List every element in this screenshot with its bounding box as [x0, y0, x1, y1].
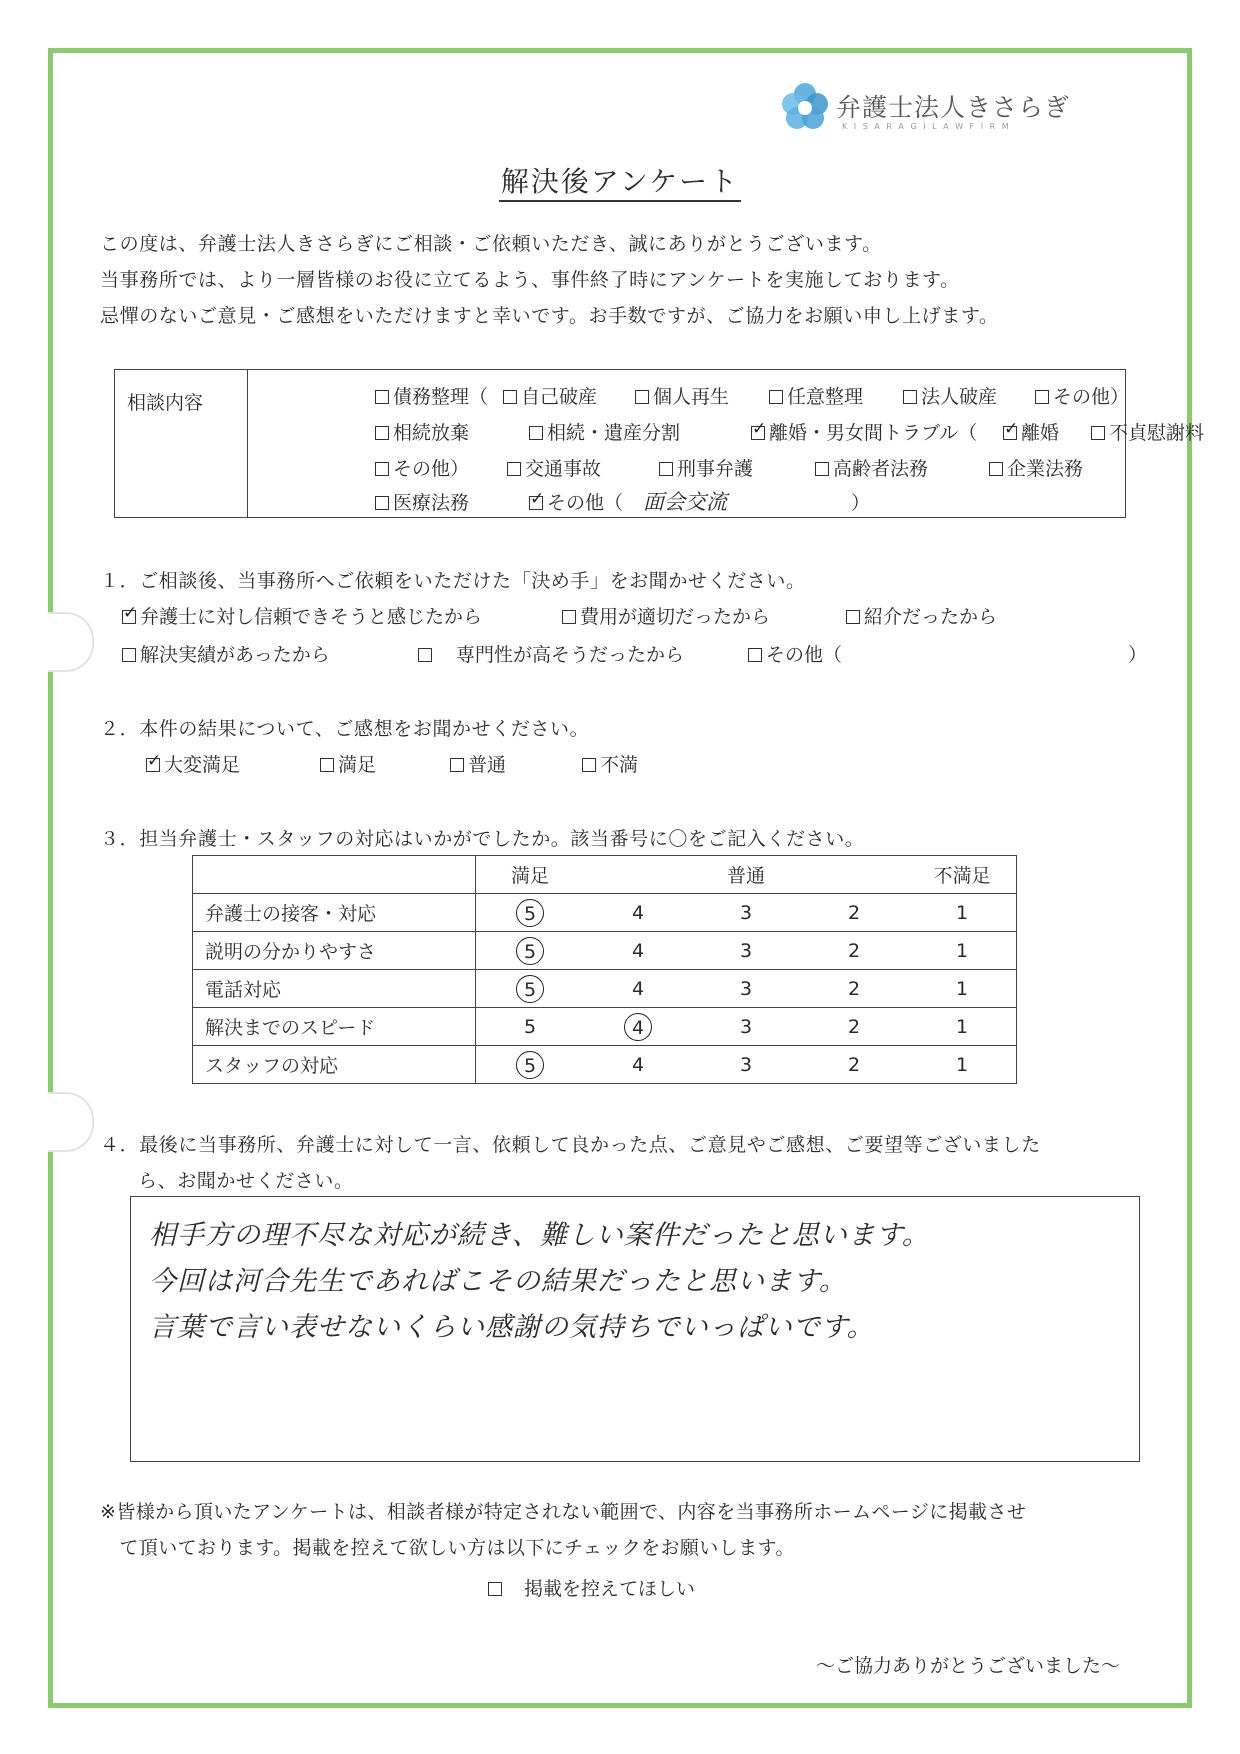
page-title: 解決後アンケート — [0, 160, 1240, 200]
checkbox-checked[interactable] — [146, 758, 160, 772]
handwritten-comment-line: 相手方の理不尽な対応が続き、難しい案件だったと思います。 — [149, 1220, 930, 1251]
checkbox[interactable] — [418, 648, 432, 662]
checkbox[interactable] — [903, 390, 917, 404]
checkbox-checked[interactable] — [122, 610, 136, 624]
score[interactable]: 3 — [692, 894, 800, 932]
score-circled[interactable]: 4 — [624, 1013, 652, 1041]
publication-optout: 掲載を控えてほしい — [488, 1574, 695, 1601]
checkbox[interactable] — [659, 462, 673, 476]
checkbox[interactable] — [375, 496, 389, 510]
score[interactable]: 1 — [908, 894, 1017, 932]
score[interactable]: 2 — [800, 932, 908, 970]
q1-option: 費用が適切だったから — [562, 602, 770, 629]
checkbox[interactable] — [989, 462, 1003, 476]
rating-row — [193, 932, 1017, 970]
checkbox[interactable] — [1091, 426, 1105, 440]
option-label: 企業法務 — [1007, 458, 1084, 480]
handwritten-comment-line: 今回は河合先生であればこその結果だったと思います。 — [149, 1266, 847, 1297]
q1-option: ✓弁護士に対し信頼できそうと感じたから — [122, 602, 482, 629]
q1-option: 紹介だったから — [846, 602, 997, 629]
score[interactable]: 4 — [584, 1046, 692, 1084]
question-4: ４．最後に当事務所、弁護士に対して一言、依頼して良かった点、ご意見やご感想、ご要望等ございました — [100, 1134, 1041, 1156]
firm-subtitle: K I S A R A G I L A W F I R M — [842, 122, 1011, 131]
handwritten-comment-line: 言葉で言い表せないくらい感謝の気持ちでいっぱいです。 — [149, 1312, 875, 1343]
header-neutral: 普通 — [692, 856, 800, 894]
firm-name: 弁護士法人きさらぎ — [836, 93, 1071, 122]
score[interactable]: 1 — [908, 1046, 1017, 1084]
checkbox[interactable] — [815, 462, 829, 476]
header-blank — [800, 856, 908, 894]
checkbox[interactable] — [529, 426, 543, 440]
rating-table — [192, 855, 1017, 1084]
q2-option: 不満 — [582, 750, 638, 777]
rating-label: 弁護士の接客・対応 — [193, 894, 476, 932]
rating-label: 解決までのスピード — [193, 1008, 476, 1046]
checkbox[interactable] — [122, 648, 136, 662]
checkbox[interactable] — [507, 462, 521, 476]
option-label: 任意整理 — [787, 386, 864, 408]
rating-row — [193, 970, 1017, 1008]
publication-note — [100, 1494, 1160, 1566]
option-label: 相続・遺産分割 — [547, 422, 681, 444]
score[interactable]: 4 — [584, 894, 692, 932]
checkbox[interactable] — [450, 758, 464, 772]
checkbox[interactable] — [488, 1582, 502, 1596]
checkbox[interactable] — [320, 758, 334, 772]
intro-text — [100, 226, 1150, 334]
score[interactable]: 3 — [692, 932, 800, 970]
option-label: その他） — [393, 458, 470, 480]
score[interactable]: 4 — [584, 970, 692, 1008]
consultation-label: 相談内容 — [115, 370, 248, 517]
note-line: ※皆様から頂いたアンケートは、相談者様が特定されない範囲で、内容を当事務所ホームページに掲載させ — [100, 1501, 1027, 1523]
checkbox-checked[interactable] — [529, 496, 543, 510]
intro-line: 当事務所では、より一層皆様のお役に立てるよう、事件終了時にアンケートを実施しております。 — [100, 269, 960, 291]
q2-option: 普通 — [450, 750, 506, 777]
score[interactable]: 3 — [692, 1008, 800, 1046]
q1-option-close: ） — [1128, 644, 1148, 666]
score-circled[interactable]: 5 — [516, 975, 544, 1003]
rating-label: 電話対応 — [193, 970, 476, 1008]
score[interactable]: 2 — [800, 1008, 908, 1046]
comment-box[interactable] — [130, 1196, 1140, 1462]
q2-option: 満足 — [320, 750, 376, 777]
option-label: 債務整理（ — [393, 386, 489, 408]
q1-option: 解決実績があったから — [122, 640, 330, 667]
consultation-type-table — [114, 369, 1205, 518]
q1-option: その他（ — [748, 640, 842, 667]
question-4-cont: ら、お聞かせください。 — [138, 1170, 354, 1192]
checkbox[interactable] — [748, 648, 762, 662]
question-1: １．ご相談後、当事務所へご依頼をいただけた「決め手」をお聞かせください。 — [100, 570, 806, 592]
note-line: て頂いております。掲載を控えて欲しい方は以下にチェックをお願いします。 — [100, 1537, 795, 1559]
score-circled[interactable]: 5 — [516, 1051, 544, 1079]
checkbox[interactable] — [562, 610, 576, 624]
option-label: 離婚・男女間トラブル（ — [769, 422, 978, 444]
q1-option: 専門性が高そうだったから — [418, 640, 684, 667]
checkbox[interactable] — [503, 390, 517, 404]
option-label: その他） — [1053, 386, 1130, 408]
rating-row — [193, 1046, 1017, 1084]
option-label: 相続放棄 — [393, 422, 470, 444]
option-label: その他（ — [547, 492, 624, 514]
q2-option: ✓大変満足 — [146, 750, 240, 777]
score[interactable]: 2 — [800, 894, 908, 932]
score[interactable]: 1 — [908, 932, 1017, 970]
score[interactable]: 5 — [476, 1008, 585, 1046]
option-label: 交通事故 — [525, 458, 602, 480]
score[interactable]: 4 — [584, 932, 692, 970]
question-2: ２．本件の結果について、ご感想をお聞かせください。 — [100, 718, 590, 740]
option-label: 刑事弁護 — [677, 458, 754, 480]
score-circled[interactable]: 5 — [516, 937, 544, 965]
score[interactable]: 1 — [908, 1008, 1017, 1046]
option-label: ） — [851, 492, 871, 514]
option-label: 不貞慰謝料 — [1109, 422, 1205, 444]
checkbox[interactable] — [635, 390, 649, 404]
rating-row — [193, 894, 1017, 932]
checkbox[interactable] — [375, 390, 389, 404]
score[interactable]: 2 — [800, 1046, 908, 1084]
option-label: 高齢者法務 — [833, 458, 929, 480]
handwritten-other-text: 面会交流 — [643, 490, 727, 514]
score[interactable]: 3 — [692, 970, 800, 1008]
intro-line: 忌憚のないご意見・ご感想をいただけますと幸いです。お手数ですが、ご協力をお願い申し上げます。 — [100, 305, 999, 327]
score[interactable]: 2 — [800, 970, 908, 1008]
header-blank — [584, 856, 692, 894]
option-label: 自己破産 — [521, 386, 598, 408]
checkbox-checked[interactable] — [1003, 426, 1017, 440]
rating-header-row — [193, 856, 1017, 894]
header-unsatisfied: 不満足 — [908, 856, 1017, 894]
score-circled[interactable]: 5 — [516, 899, 544, 927]
rating-label: スタッフの対応 — [193, 1046, 476, 1084]
question-3: ３．担当弁護士・スタッフの対応はいかがでしたか。該当番号に〇をご記入ください。 — [100, 828, 865, 850]
checkbox-checked[interactable] — [751, 426, 765, 440]
rating-row — [193, 1008, 1017, 1046]
option-label: 個人再生 — [653, 386, 730, 408]
option-label: 医療法務 — [393, 492, 470, 514]
intro-line: この度は、弁護士法人きさらぎにご相談・ご依頼いただき、誠にありがとうございます。 — [100, 233, 882, 255]
checkbox[interactable] — [1035, 390, 1049, 404]
checkbox[interactable] — [375, 426, 389, 440]
score[interactable]: 1 — [908, 970, 1017, 1008]
checkbox[interactable] — [769, 390, 783, 404]
checkbox[interactable] — [375, 462, 389, 476]
option-label: 離婚 — [1021, 422, 1060, 444]
flower-logo-icon — [780, 82, 830, 132]
thanks-text: ～ご協力ありがとうございました～ — [815, 1655, 1120, 1677]
option-label: 法人破産 — [921, 386, 998, 408]
checkbox[interactable] — [846, 610, 860, 624]
rating-label: 説明の分かりやすさ — [193, 932, 476, 970]
header-satisfied: 満足 — [476, 856, 585, 894]
checkbox[interactable] — [582, 758, 596, 772]
score[interactable]: 3 — [692, 1046, 800, 1084]
